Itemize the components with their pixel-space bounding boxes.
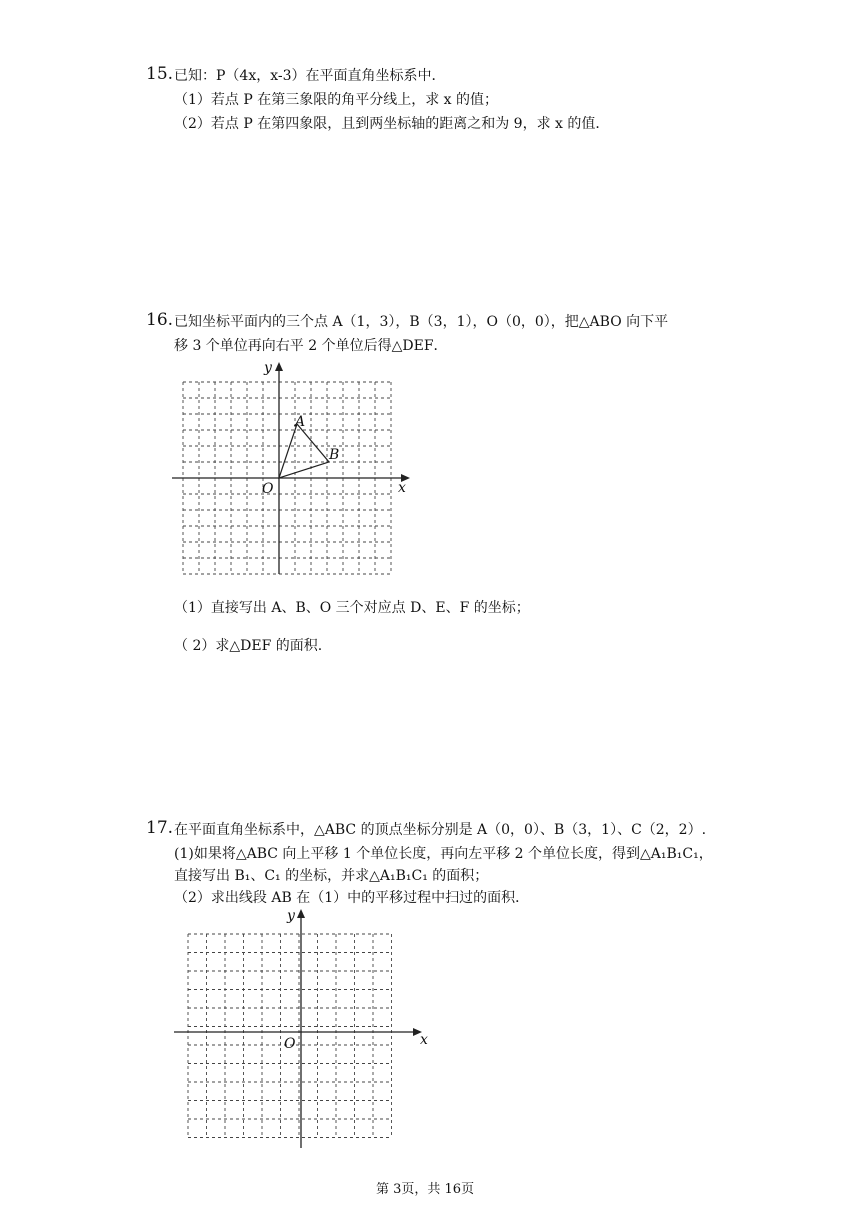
q15-stem: 已知：P（4x，x-3）在平面直角坐标系中． <box>174 68 446 84</box>
q15-part2: （2）若点 P 在第四象限，且到两坐标轴的距离之和为 9，求 x 的值． <box>174 116 610 132</box>
page-footer: 第 3页，共 16页 <box>376 1182 475 1197</box>
q17-y-label: y <box>287 908 295 924</box>
q17-stem: 在平面直角坐标系中，△ABC 的顶点坐标分别是 A（0，0）、B（3，1）、C（2，2）. <box>174 822 707 838</box>
q16-part1: （1）直接写出 A、B、O 三个对应点 D、E、F 的坐标； <box>174 600 530 616</box>
q16-x-label: x <box>398 480 406 496</box>
q17-coordinate-figure <box>172 906 442 1156</box>
q16-triangle-abo <box>279 424 329 478</box>
q15-part1: （1）若点 P 在第三象限的角平分线上，求 x 的值； <box>174 92 499 108</box>
q17-part1-line1: (1)如果将△ABC 向上平移 1 个单位长度，再向左平移 2 个单位长度，得到△A₁B₁C₁， <box>174 846 713 862</box>
q16-number: 16. <box>146 310 174 330</box>
q16-coordinate-figure <box>170 360 420 580</box>
q16-point-a-label: A <box>295 414 306 430</box>
q17-part2: （2）求出线段 AB 在（1）中的平移过程中扫过的面积． <box>174 890 530 906</box>
q16-origin-label: O <box>262 481 274 497</box>
q17-y-arrow-icon <box>297 909 305 918</box>
q16-stem-line1: 已知坐标平面内的三个点 A（1，3），B（3，1），O（0，0），把△ABO 向下平 <box>174 314 669 330</box>
q17-origin-label: O <box>284 1036 296 1052</box>
q16-part2: （ 2）求△DEF 的面积. <box>174 638 323 654</box>
q17-x-label: x <box>420 1032 428 1048</box>
q16-stem-line2: 移 3 个单位再向右平 2 个单位后得△DEF． <box>174 338 448 354</box>
q17-number: 17. <box>146 818 174 838</box>
q17-part1-line2: 直接写出 B₁、C₁ 的坐标，并求△A₁B₁C₁ 的面积； <box>174 868 489 884</box>
q16-y-arrow-icon <box>275 362 283 371</box>
q16-point-b-label: B <box>329 447 340 463</box>
q15-number: 15. <box>146 64 174 84</box>
q16-y-label: y <box>264 360 272 376</box>
